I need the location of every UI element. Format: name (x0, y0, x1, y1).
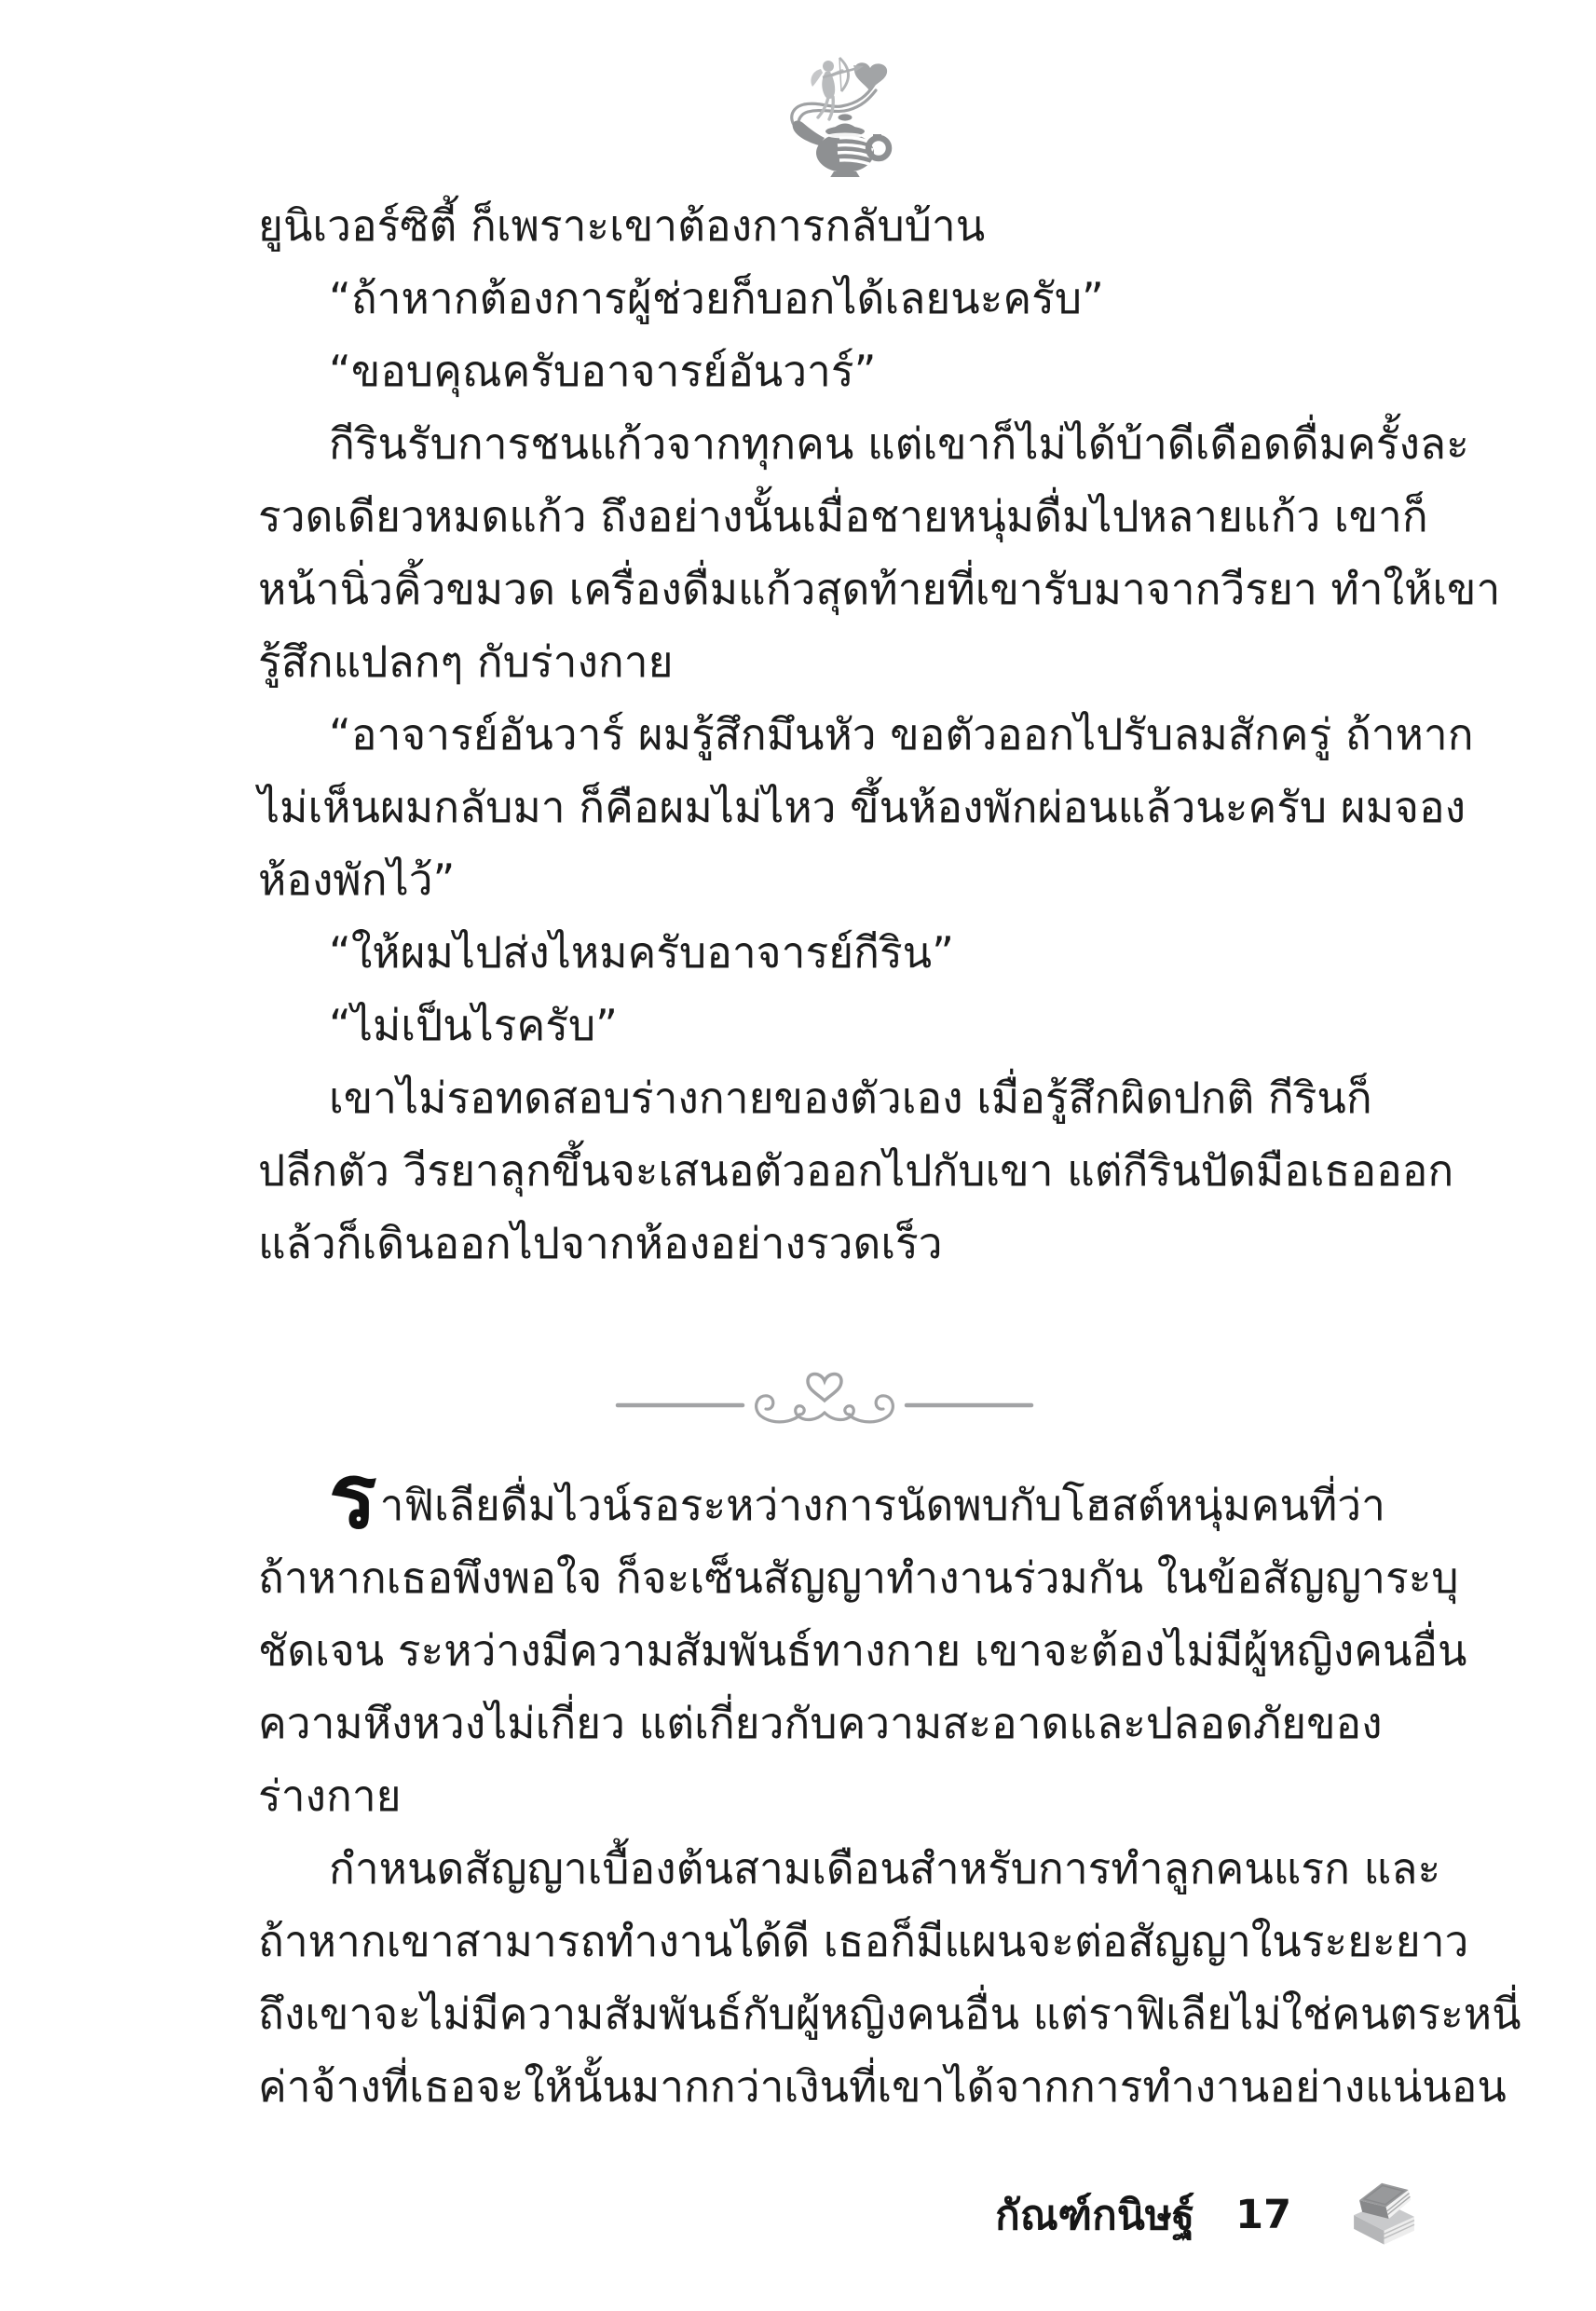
text-line: “ขอบคุณครับอาจารย์อันวาร์” (329, 346, 877, 396)
text-line: ร่างกาย (258, 1771, 402, 1821)
text-line: กีรินรับการชนแก้วจากทุกคน แต่เขาก็ไม่ได้บ้าดีเดือดดื่มครั้งละ (329, 418, 1469, 469)
text-line: รวดเดียวหมดแก้ว ถึงอย่างนั้นเมื่อชายหนุ่มดื่มไปหลายแก้ว เขาก็ (258, 491, 1428, 541)
text-line-dropcap (258, 1444, 1418, 1549)
text-line: ถ้าหากเขาสามารถทำงานได้ดี เธอก็มีแผนจะต่อสัญญาในระยะยาว (258, 1916, 1469, 1966)
text-line: ถึงเขาจะไม่มีความสัมพันธ์กับผู้หญิงคนอื่น แต่ราฟิเลียไม่ใช่คนตระหนี่ (258, 1989, 1521, 2039)
text-line: “ให้ผมไปส่งไหมครับอาจารย์กีริน” (329, 927, 954, 978)
body-text-section-1 (258, 189, 1501, 1279)
heart-scroll-divider-icon (601, 1362, 1048, 1443)
lamp-icon (793, 114, 889, 177)
text-line: าฟิเลียดื่มไวน์รอระหว่างการนัดพบกับโฮสต์หนุ่มคนที่ว่า (379, 1480, 1385, 1530)
text-line: ค่าจ้างที่เธอจะให้นั้นมากกว่าเงินที่เขาได้จากการทำงานอย่างแน่นอน (258, 2061, 1507, 2112)
text-line: ชัดเจน ระหว่างมีความสัมพันธ์ทางกาย เขาจะต้องไม่มีผู้หญิงคนอื่น (258, 1625, 1467, 1675)
cupid-genie-lamp-icon (787, 56, 897, 177)
text-line: ห้องพักไว้” (258, 855, 456, 905)
drop-cap: ร (329, 1444, 377, 1549)
scene-divider (601, 1362, 1048, 1443)
text-line: ความหึงหวงไม่เกี่ยว แต่เกี่ยวกับความสะอาดและปลอดภัยของ (258, 1698, 1383, 1748)
text-line: หน้านิ่วคิ้วขมวด เครื่องดื่มแก้วสุดท้ายที่เขารับมาจากวีรยา ทำให้เขา (258, 564, 1501, 614)
text-line: “อาจารย์อันวาร์ ผมรู้สึกมึนหัว ขอตัวออกไปรับลมสักครู่ ถ้าหาก (329, 709, 1474, 759)
publisher-logo (787, 56, 897, 177)
text-line: เขาไม่รอทดสอบร่างกายของตัวเอง เมื่อรู้สึกผิดปกติ กีรินก็ (329, 1073, 1372, 1123)
text-line: “ไม่เป็นไรครับ” (329, 1000, 619, 1050)
page-number: 17 (1235, 2192, 1291, 2238)
text-line: ไม่เห็นผมกลับมา ก็คือผมไม่ไหว ขึ้นห้องพักผ่อนแล้วนะครับ ผมจอง (258, 782, 1466, 832)
page-footer (0, 2171, 1596, 2260)
text-line: ยูนิเวอร์ซิตี้ ก็เพราะเขาต้องการกลับบ้าน (258, 200, 986, 251)
text-line: แล้วก็เดินออกไปจากห้องอย่างรวดเร็ว (258, 1218, 943, 1268)
text-line: “ถ้าหากต้องการผู้ช่วยก็บอกได้เลยนะครับ” (329, 273, 1104, 323)
text-line: ปลีกตัว วีรยาลุกขึ้นจะเสนอตัวออกไปกับเขา แต่กีรินปัดมือเธอออก (258, 1145, 1454, 1196)
body-text-section-2 (258, 1444, 1521, 2123)
text-line: รู้สึกแปลกๆ กับร่างกาย (258, 636, 674, 687)
stacked-books-icon (1344, 2177, 1425, 2255)
text-line: ถ้าหากเธอพึงพอใจ ก็จะเซ็นสัญญาทำงานร่วมกัน ในข้อสัญญาระบุ (258, 1552, 1459, 1603)
text-line: กำหนดสัญญาเบื้องต้นสามเดือนสำหรับการทำลูกคนแรก และ (329, 1843, 1441, 1894)
book-title: กัณฑ์กนิษฐ์ (995, 2192, 1195, 2239)
